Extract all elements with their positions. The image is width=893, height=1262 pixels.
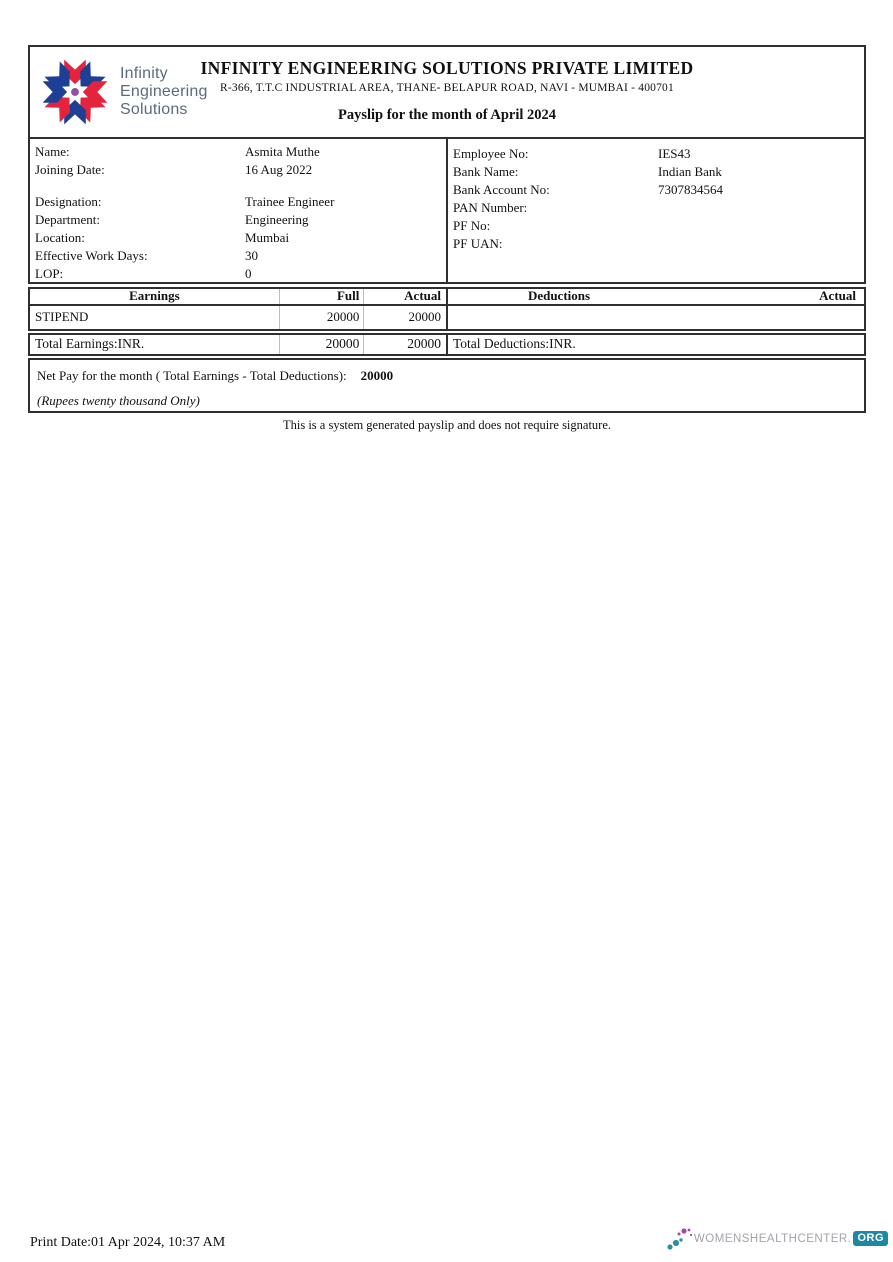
table-header-row bbox=[30, 289, 864, 306]
company-logo bbox=[38, 56, 208, 128]
field-value: Indian Bank bbox=[658, 164, 722, 179]
payslip-sheet bbox=[28, 45, 866, 433]
column-header-earnings: Earnings bbox=[129, 288, 180, 303]
employee-row-lop bbox=[35, 265, 446, 283]
field-label: PF UAN: bbox=[453, 236, 503, 251]
column-header-full: Full bbox=[279, 289, 364, 304]
brand-line: Solutions bbox=[120, 101, 188, 118]
company-address: R-366, T.T.C INDUSTRIAL AREA, THANE- BELAPUR ROAD, NAVI - MUMBAI - 400701 bbox=[220, 82, 674, 94]
total-deductions-group bbox=[448, 335, 864, 354]
logo-petals bbox=[43, 60, 108, 125]
earning-name: STIPEND bbox=[35, 309, 89, 324]
field-value: 16 Aug 2022 bbox=[245, 162, 313, 177]
employee-details bbox=[28, 139, 866, 284]
employee-row-joining-date bbox=[35, 161, 446, 179]
print-date: Print Date:01 Apr 2024, 10:37 AM bbox=[30, 1235, 226, 1250]
earnings-row-group bbox=[30, 306, 448, 329]
field-value bbox=[658, 217, 864, 235]
field-value: Trainee Engineer bbox=[245, 194, 335, 209]
dots-swoosh-icon bbox=[666, 1225, 693, 1254]
company-name: INFINITY ENGINEERING SOLUTIONS PRIVATE LIMITED bbox=[200, 58, 694, 78]
employee-row-designation bbox=[35, 193, 446, 211]
field-value: Engineering bbox=[245, 212, 309, 227]
total-earnings-group bbox=[30, 335, 448, 354]
total-earnings-full: 20000 bbox=[279, 335, 364, 354]
earning-actual-amount: 20000 bbox=[363, 306, 446, 329]
employee-row-bank-account-no bbox=[453, 181, 864, 199]
deduction-name bbox=[448, 306, 670, 329]
deductions-row-group bbox=[448, 306, 864, 329]
deduction-actual-amount bbox=[670, 306, 864, 329]
field-label: Name: bbox=[35, 144, 70, 159]
earning-full-amount: 20000 bbox=[279, 306, 364, 329]
field-label bbox=[35, 179, 245, 193]
field-label: LOP: bbox=[35, 266, 64, 281]
field-label: Bank Name: bbox=[453, 164, 519, 179]
field-value: Asmita Muthe bbox=[245, 144, 320, 159]
payslip-title: Payslip for the month of April 2024 bbox=[337, 107, 557, 123]
employee-row-employee-no bbox=[453, 145, 864, 163]
table-row bbox=[30, 335, 864, 354]
watermark bbox=[666, 1223, 888, 1254]
watermark-name: WOMENSHEALTHCENTER. bbox=[693, 1232, 852, 1245]
employee-details-left bbox=[30, 139, 448, 282]
field-label: PAN Number: bbox=[453, 200, 528, 215]
net-pay-amount: 20000 bbox=[360, 368, 394, 383]
field-value bbox=[245, 179, 446, 193]
column-header-deductions: Deductions bbox=[527, 288, 591, 303]
logo-center-dot bbox=[71, 88, 79, 96]
net-pay-in-words: (Rupees twenty thousand Only) bbox=[37, 393, 200, 408]
infinity-star-logo-icon bbox=[38, 56, 112, 128]
field-label: Employee No: bbox=[453, 146, 529, 161]
column-header-actual: Actual bbox=[363, 289, 446, 304]
brand-line: Infinity bbox=[120, 65, 168, 82]
field-value: 7307834564 bbox=[658, 182, 723, 197]
field-value: IES43 bbox=[658, 146, 691, 161]
employee-row-pf-no bbox=[453, 217, 864, 235]
deductions-header-group bbox=[448, 289, 864, 304]
total-deductions-actual bbox=[670, 335, 864, 354]
earnings-deductions-table bbox=[28, 287, 866, 331]
field-label: Bank Account No: bbox=[453, 182, 550, 197]
field-label: Joining Date: bbox=[35, 162, 105, 177]
field-label: PF No: bbox=[453, 218, 491, 233]
employee-details-right bbox=[448, 139, 864, 282]
employee-row-bank-name bbox=[453, 163, 864, 181]
field-value: 30 bbox=[245, 248, 258, 263]
field-label: Effective Work Days: bbox=[35, 248, 148, 263]
field-label: Location: bbox=[35, 230, 85, 245]
totals-row bbox=[28, 333, 866, 356]
field-label: Designation: bbox=[35, 194, 102, 209]
watermark-tld-badge: ORG bbox=[853, 1231, 888, 1246]
employee-row-effective-work-days bbox=[35, 247, 446, 265]
field-value bbox=[658, 235, 864, 253]
field-value: 0 bbox=[245, 266, 252, 281]
net-pay-label: Net Pay for the month ( Total Earnings - Total Deductions): bbox=[37, 368, 347, 383]
total-deductions-label: Total Deductions:INR. bbox=[453, 336, 576, 351]
employee-row-name bbox=[35, 143, 446, 161]
employee-row-department bbox=[35, 211, 446, 229]
payslip-header bbox=[28, 45, 866, 139]
column-header-deductions-actual: Actual bbox=[819, 288, 856, 303]
total-earnings-actual: 20000 bbox=[363, 335, 446, 354]
field-value: Mumbai bbox=[245, 230, 290, 245]
brand-text bbox=[120, 65, 208, 119]
net-pay-line bbox=[37, 368, 864, 384]
field-value bbox=[658, 199, 864, 217]
net-pay-section bbox=[28, 358, 866, 413]
system-generated-note: This is a system generated payslip and does not require signature. bbox=[282, 418, 612, 432]
earnings-header-group bbox=[30, 289, 448, 304]
employee-row-location bbox=[35, 229, 446, 247]
total-earnings-label: Total Earnings:INR. bbox=[35, 336, 145, 351]
employee-row-pf-uan bbox=[453, 235, 864, 253]
employee-row-spacer bbox=[35, 179, 446, 193]
brand-line: Engineering bbox=[120, 83, 208, 100]
table-row bbox=[30, 306, 864, 329]
employee-row-pan-number bbox=[453, 199, 864, 217]
field-label: Department: bbox=[35, 212, 100, 227]
